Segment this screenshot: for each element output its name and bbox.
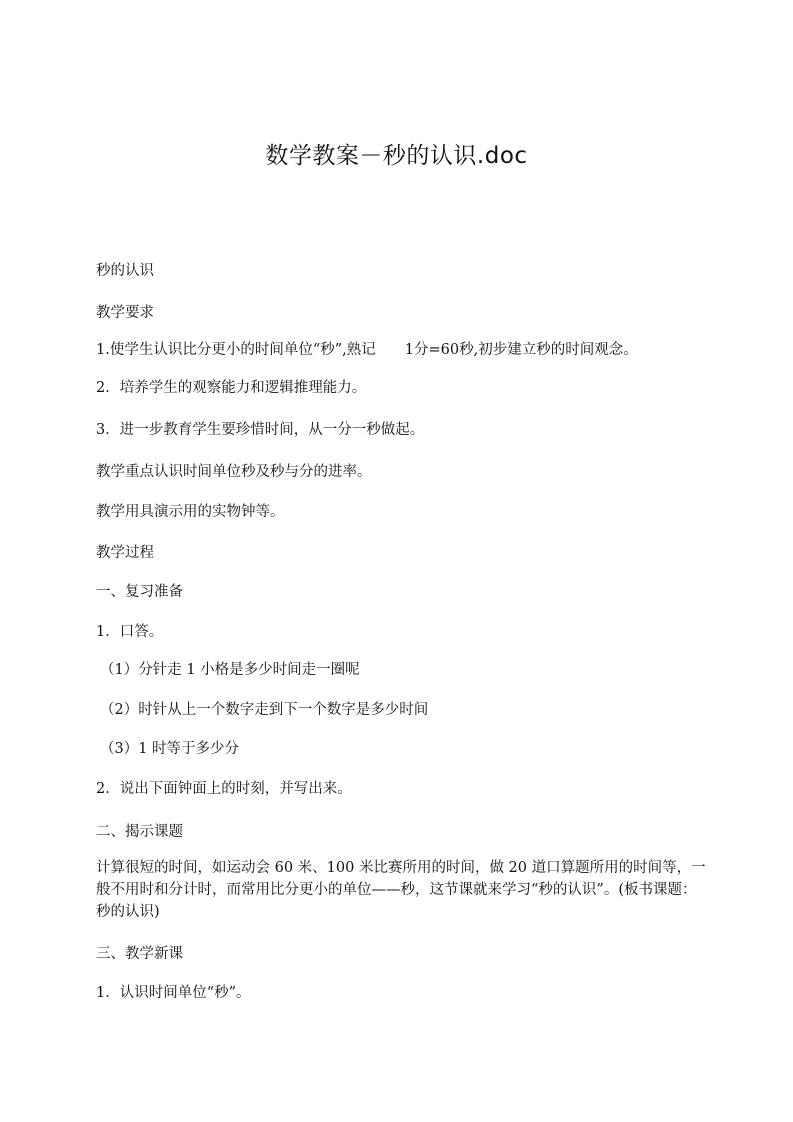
paragraph-line: 教学用具演示用的实物钟等。 — [96, 504, 285, 520]
section-heading: 教学要求 — [96, 305, 154, 321]
paragraph-line: 1．认识时间单位“秒”。 — [96, 985, 251, 1001]
question-line: （1）分针走 1 小格是多少时间走一圈呢 — [100, 662, 360, 678]
paragraph-line: 3．进一步教育学生要珍惜时间，从一分一秒做起。 — [96, 422, 425, 438]
section-heading: 秒的认识 — [96, 263, 154, 279]
paragraph-line: 2．培养学生的观察能力和逻辑推理能力。 — [96, 380, 367, 396]
section-heading: 一、复习准备 — [96, 584, 183, 600]
document-title: 数学教案－秒的认识.doc — [265, 143, 528, 169]
paragraph-line: 教学重点认识时间单位秒及秒与分的进率。 — [96, 464, 372, 480]
question-line: （2）时针从上一个数字走到下一个数字是多少时间 — [100, 702, 429, 718]
section-heading: 二、揭示课题 — [96, 824, 183, 840]
paragraph-line: 1.使学生认识比分更小的时间单位“秒”,熟记 1分=60秒,初步建立秒的时间观念。 — [96, 342, 638, 358]
paragraph-line: 2．说出下面钟面上的时刻，并写出来。 — [96, 781, 352, 797]
question-line: （3）1 时等于多少分 — [100, 741, 240, 757]
paragraph-line: 1．口答。 — [96, 624, 164, 640]
section-heading: 三、教学新课 — [96, 946, 183, 962]
paragraph-block: 计算很短的时间，如运动会 60 米、100 米比赛所用的时间，做 20 道口算题所用的时间等，一般不用时和分计时，而常用比分更小的单位——秒，这节课就来学习“秒的认识”。(板书课题：秒的认识) — [96, 860, 706, 920]
section-heading: 教学过程 — [96, 545, 154, 561]
